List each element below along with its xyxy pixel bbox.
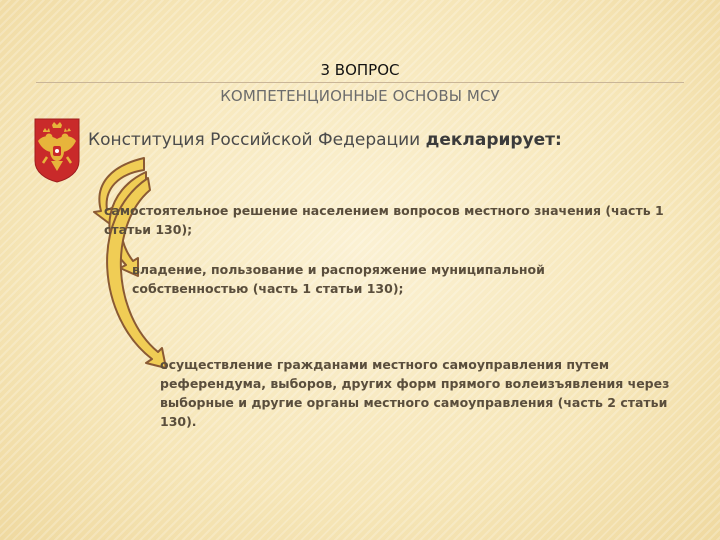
list-item: осуществление гражданами местного самоуправления путем референдума, выборов, других форм прямого волеизъявления через выборные и другие органы местного самоуправления (часть 2 статьи 130).: [160, 357, 670, 429]
list-item: владение, пользование и распоряжение муниципальной собственностью (часть 1 статьи 130);: [132, 262, 545, 296]
intro-emphasis: декларирует:: [425, 130, 562, 150]
intro-text: Конституция Российской Федерации: [88, 130, 426, 150]
list-item: самостоятельное решение населением вопросов местного значения (часть 1 статьи 130);: [104, 203, 664, 237]
slide-subheading: КОМПЕТЕНЦИОННЫЕ ОСНОВЫ МСУ: [220, 87, 500, 105]
slide-heading: 3 ВОПРОС: [320, 61, 400, 79]
